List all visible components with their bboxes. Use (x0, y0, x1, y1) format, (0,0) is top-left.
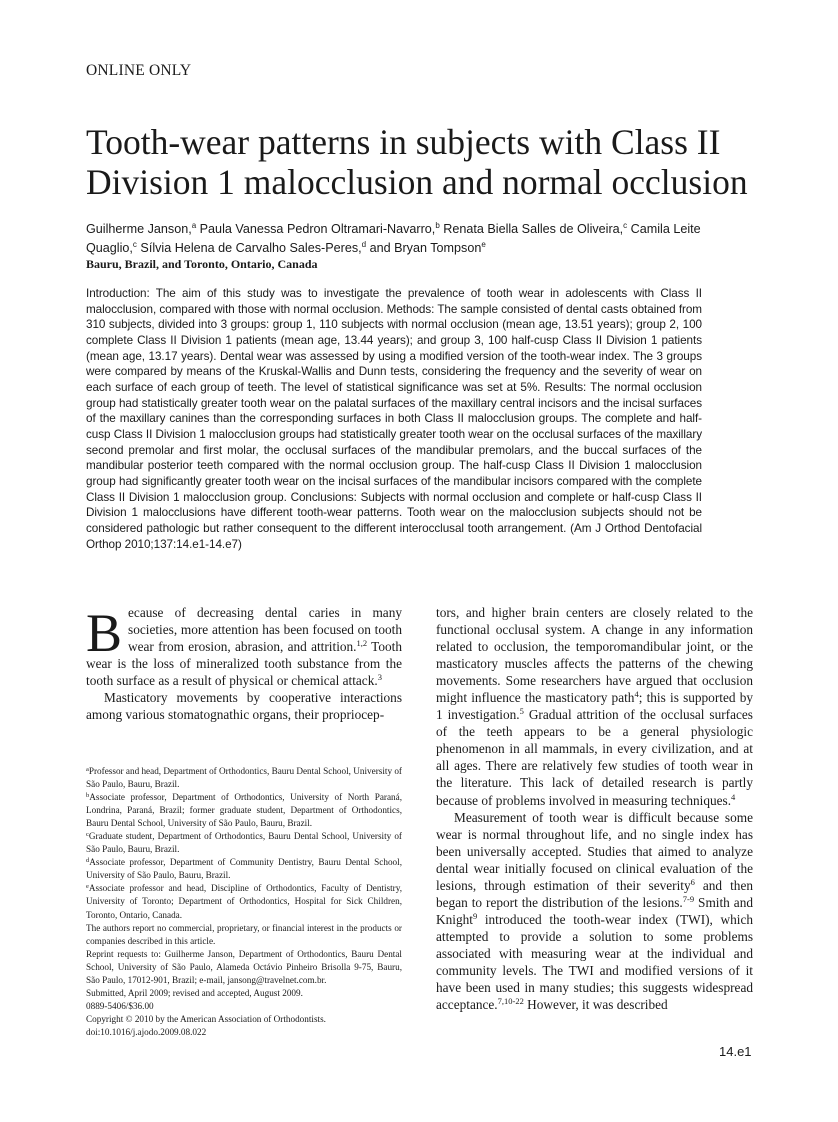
author-affiliation-mark: b (435, 221, 440, 230)
author-affiliation-mark: c (623, 221, 628, 230)
author-affiliation-mark: a (191, 221, 197, 230)
affiliation-note (86, 830, 402, 856)
citation-ref: 5 (519, 706, 524, 717)
affiliation-text: Associate professor, Department of Orthodontics, University of North Paraná, Londrina, Paraná, Brazil; former graduate student, Department of Orthodontics, Bauru Dental School, University of São Paulo, Bauru, Brazil. (86, 792, 402, 829)
intro-paragraph-text: ecause of decreasing dental caries in many societies, more attention has been focused on tooth wear from erosion, abrasion, and attrition.$^{1,2}$ Tooth wear is the loss of mineralized tooth substance from the tooth surface as a result of physical or chemical attack.$^3$ (86, 605, 403, 689)
citation-ref: 7-9 (682, 893, 695, 904)
body-paragraph: Measurement of tooth wear is difficult because some wear is normal throughout life, and no single index has been universally accepted. Studies that aimed to analyze dental wear initially focused on clinical evaluation of the lesions, through estimation of their severity$^6$ and then began to report the distribution of the lesions.$^{7-9}$ Smith and Knight$^9$ introduced the tooth-wear index (TWI), which attempted to provide a solution to some problems associated with measuring wear at the individual and community levels. The TWI and modified versions of it have been used in many studies; this suggests widespread acceptance.$^{7,10-22}$ However, it was described (436, 809, 753, 1013)
author-affiliation-mark: c (132, 240, 137, 249)
affiliation-text: Associate professor, Department of Community Dentistry, Bauru Dental School, University of São Paulo, Bauru, Brazil. (86, 857, 402, 881)
author-name: Camila Leite Quaglio, (86, 222, 701, 255)
body-paragraph-continued: tors, and higher brain centers are closely related to the functional occlusal system. A change in any information related to occlusion, the temporomandibular joint, or the masticatory muscles affects the patterns of the chewing movements. Some researchers have argued that occlusion might influence the masticatory path$^4$; this is supported by 1 investigation.$^5$ Gradual attrition of the occlusal surfaces of the teeth appears to be a general physiologic phenomenon in all mammals, in every civilization, and at all ages. There are relatively few studies of tooth wear in the literature. This lack of detailed research is partly because of problems involved in measuring techniques.$^4$ (436, 605, 753, 808)
citation-ref: 1,2 (356, 638, 368, 649)
citation-ref: 4 (731, 791, 736, 802)
affiliation-key: c (86, 831, 89, 839)
author-name: Paula Vanessa Pedron Oltramari-Navarro, (199, 222, 436, 236)
abstract: Introduction: The aim of this study was to investigate the prevalence of tooth wear in adolescents with Class II malocclusion, compared with those with normal occlusion. Methods: The sample consisted of dental casts obtained from 310 subjects, divided into 3 groups: group 1, 110 subjects with normal occlusion (mean age, 13.51 years); group 2, 100 complete Class II Division 1 patients (mean age, 13.44 years); and group 3, 100 half-cusp Class II Division 1 patients (mean age, 13.17 years). Dental wear was assessed by using a modified version of the tooth-wear index. The 3 groups were compared by means of the Kruskal-Wallis and Dunn tests, considering the frequency and the severity of wear on each surface of each group of teeth. The level of statistical significance was set at 5%. Results: The normal occlusion group had statistically greater tooth wear on the palatal surfaces of the maxillary central incisors and the incisal surfaces of the maxillary canines than the corresponding surfaces in both Class II malocclusion groups. The complete and half-cusp Class II Division 1 malocclusion groups had statistically greater tooth wear on the occlusal surfaces of the maxillary second premolar and first molar, the occlusal surfaces of the mandibular premolars, and the buccal surfaces of the mandibular posterior teeth compared with the normal occlusion group. The half-cusp Class II Division 1 malocclusion group had significantly greater tooth wear on the incisal surfaces of the mandibular incisors compared with the complete Class II Division 1 malocclusion group. Conclusions: Subjects with normal occlusion and complete or half-cusp Class II Division 1 malocclusions have different tooth-wear patterns. Tooth wear on the malocclusion subjects should not be considered pathologic but rather consequent to the different interocclusal tooth arrangement. (Am J Orthod Dentofacial Orthop 2010;137:14.e1-14.e7) (86, 287, 702, 551)
title-line-2: Division 1 malocclusion and normal occlusion (86, 162, 748, 202)
affiliation-text: Graduate student, Department of Orthodontics, Bauru Dental School, University of São Paulo, Bauru, Brazil. (86, 831, 402, 855)
affiliation-note (86, 791, 402, 830)
affiliation-notes (86, 765, 402, 922)
footnotes (86, 765, 402, 1039)
affiliation-note (86, 882, 402, 921)
author-location: Bauru, Brazil, and Toronto, Ontario, Canada (86, 257, 318, 271)
affiliation-note (86, 856, 402, 882)
page-number: 14.e1 (719, 1044, 752, 1059)
conflict-note: The authors report no commercial, proprietary, or financial interest in the products or companies described in this article. (86, 922, 402, 946)
affiliation-key: a (86, 766, 89, 773)
issn-note: 0889-5406/$36.00 (86, 1000, 154, 1011)
body-paragraph: Masticatory movements by cooperative interactions among various stomatognathic organs, their propriocep- (86, 690, 402, 723)
author-name: Renata Biella Salles de Oliveira, (443, 222, 624, 236)
affiliation-key: e (86, 883, 89, 891)
affiliation-text: Professor and head, Department of Orthodontics, Bauru Dental School, University of São Paulo, Bauru, Brazil. (86, 766, 402, 790)
body-column-left (86, 604, 402, 723)
body-column-right (436, 604, 753, 1013)
section-label: ONLINE ONLY (86, 62, 192, 79)
affiliation-key: d (86, 857, 90, 865)
citation-ref: 9 (472, 910, 478, 921)
citation-ref: 3 (377, 672, 382, 683)
author-name: and Bryan Tompson (369, 241, 482, 255)
reprint-note: Reprint requests to: Guilherme Janson, Department of Orthodontics, Bauru Dental School, University of São Paulo, Alameda Octávio Pinheiro Brisolla 9-75, Bauru, São Paulo, 17012-901, Brazil; e-mail, jansong@travelnet.com.br. (86, 948, 402, 985)
author-name: Guilherme Janson, (86, 222, 192, 236)
drop-cap: B (86, 603, 123, 663)
citation-ref: 6 (690, 876, 695, 887)
author-affiliation-mark: d (361, 240, 367, 249)
article-title (86, 122, 786, 202)
citation-ref: 7,10-22 (497, 996, 524, 1007)
affiliation-text: Associate professor and head, Discipline of Orthodontics, Faculty of Dentistry, University of Toronto; Department of Orthodontics, Hospital for Sick Children, Toronto, Ontario, Canada. (86, 883, 402, 920)
affiliation-note (86, 765, 402, 791)
author-affiliation-mark: e (481, 240, 486, 249)
intro-paragraph (86, 604, 402, 689)
affiliation-key: b (86, 792, 90, 800)
title-line-1: Tooth-wear patterns in subjects with Class II (86, 122, 721, 162)
citation-ref: 4 (634, 689, 639, 700)
author-list (86, 220, 726, 258)
copyright-note: Copyright © 2010 by the American Association of Orthodontists. (86, 1013, 326, 1024)
author-name: Sílvia Helena de Carvalho Sales-Peres, (140, 241, 362, 255)
doi-note: doi:10.1016/j.ajodo.2009.08.022 (86, 1026, 207, 1037)
submission-note: Submitted, April 2009; revised and accepted, August 2009. (86, 987, 303, 998)
